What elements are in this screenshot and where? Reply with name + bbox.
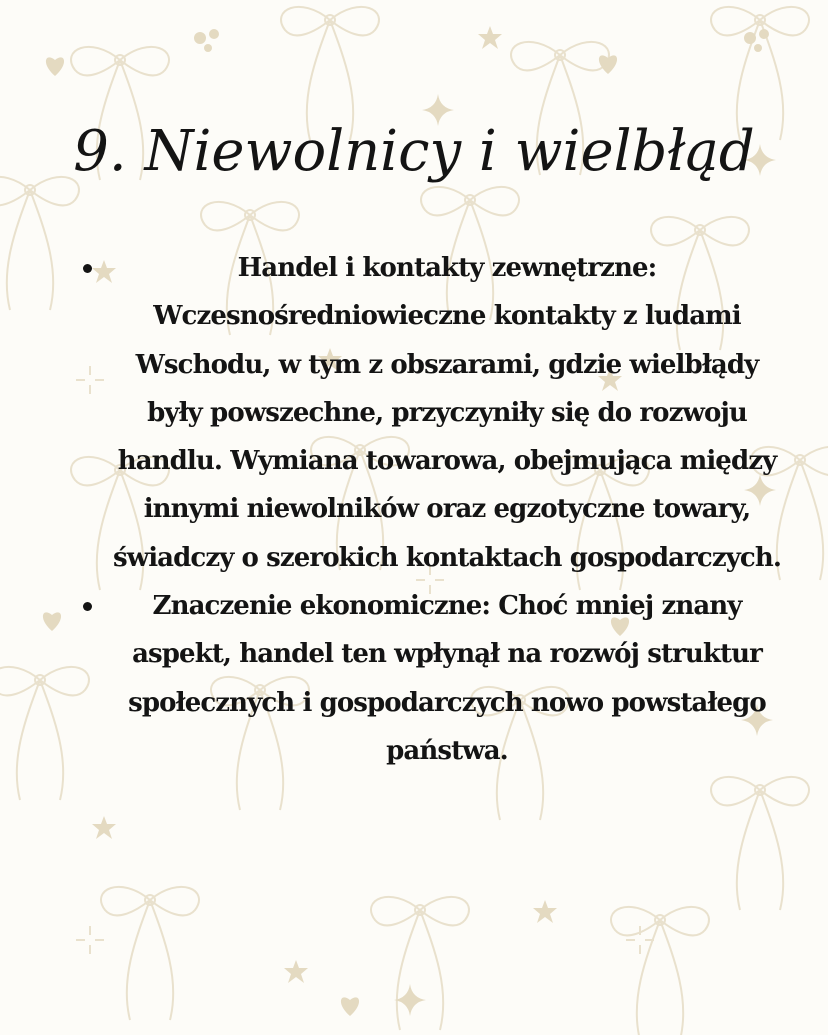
list-item [75, 244, 785, 582]
page-title: 9. Niewolnicy i wielbłąd [73, 119, 755, 184]
bullet-list [75, 244, 785, 775]
list-item [75, 582, 785, 775]
bullet-icon [83, 264, 92, 273]
bullet-text: Znaczenie ekonomiczne: Choć mniej znany aspekt, handel ten wpłynął na rozwój struktur społecznych i gospodarczych nowo powstałego państwa. [128, 591, 766, 766]
bullet-text: Handel i kontakty zewnętrzne: Wczesnośredniowieczne kontakty z ludami Wschodu, w tym z obszarami, gdzie wielbłądy były powszechne, przyczyniły się do rozwoju handlu. Wymiana towarowa, obejmująca między innymi niewolników oraz egzotyczne towary, świadczy o szerokich kontaktach gospodarczych. [112, 253, 781, 573]
bullet-icon [83, 602, 92, 611]
